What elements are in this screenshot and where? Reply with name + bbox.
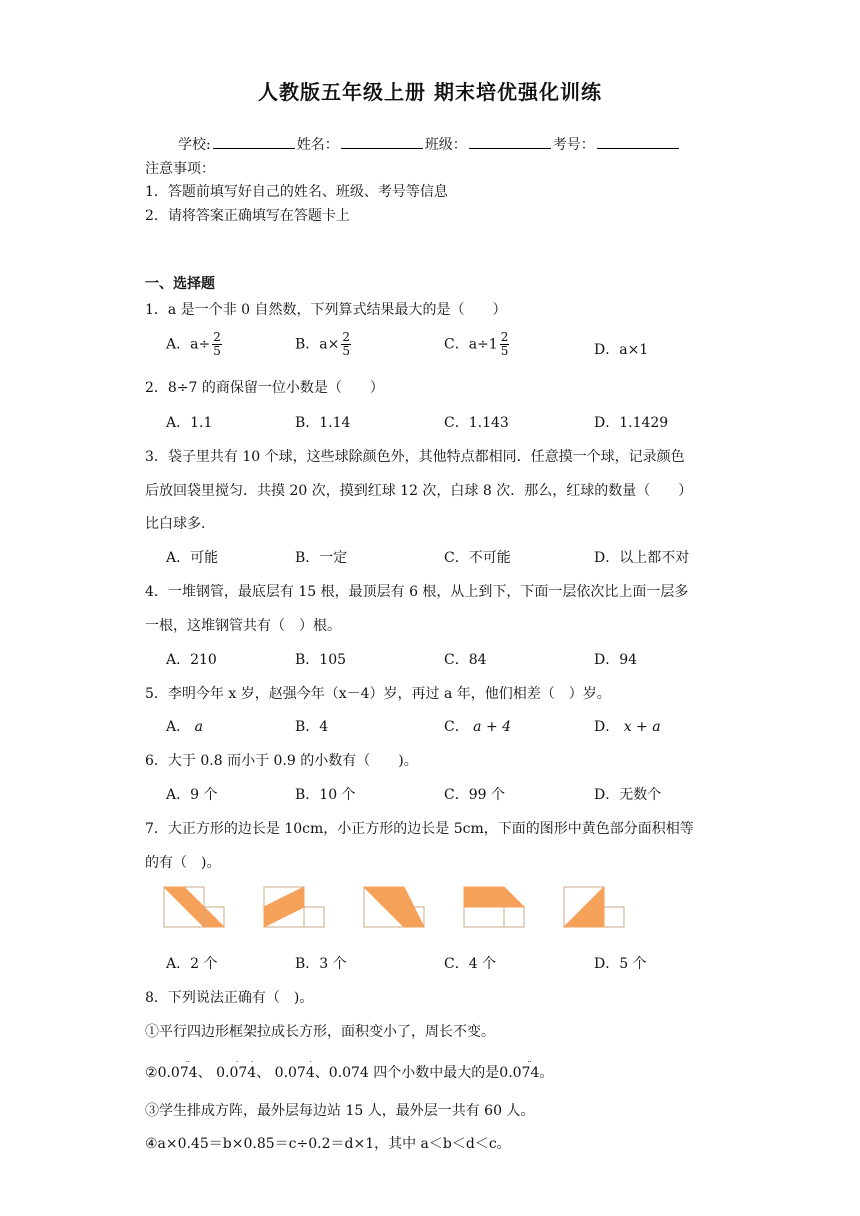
- q1-option-b[interactable]: [295, 331, 351, 358]
- page-title: 人教版五年级上册 期末培优强化训练: [258, 80, 602, 104]
- q3-option-b[interactable]: B．一定: [295, 550, 348, 566]
- q6-option-c[interactable]: C．99 个: [444, 787, 505, 803]
- name-blank[interactable]: [341, 134, 423, 149]
- q7-figures: [160, 884, 630, 934]
- q7-option-a[interactable]: A．2 个: [166, 956, 218, 972]
- q7-option-c[interactable]: C．4 个: [444, 956, 497, 972]
- q7-figure-2: [264, 887, 324, 927]
- class-label: 班级：: [424, 137, 467, 153]
- repeating-decimal: 0.074 ·: [274, 1058, 315, 1081]
- question-3-line-3: 比白球多．: [145, 516, 215, 532]
- q1-option-a-label: A．a÷: [166, 336, 211, 353]
- question-7-line-1: 7．大正方形的边长是 10cm，小正方形的边长是 5cm，下面的图形中黄色部分面积相等: [145, 821, 694, 837]
- note-item-1: 1．答题前填写好自己的姓名、班级、考号等信息: [145, 184, 448, 200]
- question-8-stem: 8．下列说法正确有（ )。: [145, 990, 314, 1006]
- q1-option-b-label: B．a×: [295, 336, 340, 353]
- repeating-decimal: 0.074 ··: [499, 1058, 540, 1081]
- q5-option-d[interactable]: D． x + a: [594, 719, 661, 735]
- q3-option-a[interactable]: A．可能: [166, 550, 219, 566]
- math-expression: a: [194, 719, 203, 735]
- q4-option-d[interactable]: D．94: [594, 652, 638, 668]
- q1-option-c[interactable]: [444, 331, 509, 358]
- question-4-line-2: 一根，这堆钢管共有（ ）根。: [145, 618, 341, 634]
- question-1-stem: 1．a 是一个非 0 自然数，下列算式结果最大的是（ ）: [145, 302, 507, 318]
- q4-option-a[interactable]: A．210: [166, 652, 217, 668]
- fraction: $\frac{2}{5}$: [213, 330, 221, 358]
- math-expression: x + a: [623, 719, 661, 735]
- statement-4: ④a×0.45＝b×0.85＝c÷0.2＝d×1，其中 a＜b＜d＜c。: [145, 1136, 511, 1152]
- question-3-line-2: 后放回袋里搅匀．共摸 20 次，摸到红球 12 次，白球 8 次．那么，红球的数量（ ）: [145, 483, 693, 499]
- q3-option-d[interactable]: D．以上都不对: [594, 550, 690, 566]
- q3-option-c[interactable]: C．不可能: [444, 550, 511, 566]
- q4-option-c[interactable]: C．84: [444, 652, 487, 668]
- q7-figure-1: [164, 887, 224, 927]
- q7-figure-3: [364, 887, 424, 927]
- student-info-line: [178, 134, 681, 154]
- q2-option-a[interactable]: A．1.1: [166, 415, 213, 431]
- question-6-stem: 6．大于 0.8 而小于 0.9 的小数有（ )。: [145, 753, 418, 769]
- q7-figure-5: [564, 887, 624, 927]
- statement-1: ①平行四边形框架拉成长方形，面积变小了，周长不变。: [145, 1024, 495, 1040]
- exam-no-label: 考号：: [552, 137, 595, 153]
- class-blank[interactable]: [469, 134, 551, 149]
- q6-option-d[interactable]: D．无数个: [594, 787, 662, 803]
- statement-3: ③学生排成方阵，最外层每边站 15 人，最外层一共有 60 人。: [145, 1103, 535, 1119]
- notes-heading: 注意事项：: [145, 161, 215, 177]
- q5-option-a[interactable]: A． a: [166, 719, 203, 735]
- question-4-line-1: 4．一堆钢管，最底层有 15 根，最顶层有 6 根，从上到下，下面一层依次比上面一层多: [145, 584, 689, 600]
- fraction: $\frac{2}{5}$: [342, 330, 351, 358]
- q1-option-d[interactable]: D．a×1: [594, 342, 649, 358]
- q2-option-b[interactable]: B．1.14: [295, 415, 351, 431]
- q7-option-d[interactable]: D．5 个: [594, 956, 647, 972]
- exam-no-blank[interactable]: [597, 134, 679, 149]
- q7-option-b[interactable]: B．3 个: [295, 956, 347, 972]
- question-2-stem: 2．8÷7 的商保留一位小数是（ ）: [145, 380, 384, 396]
- question-3-line-1: 3．袋子里共有 10 个球，这些球除颜色外，其他特点都相同．任意摸一个球，记录颜色: [145, 449, 685, 465]
- section-heading-choice: 一、选择题: [145, 276, 215, 292]
- question-5-stem: 5．李明今年 x 岁，赵强今年（x－4）岁，再过 a 年，他们相差（ ）岁。: [145, 686, 611, 702]
- fraction: $\frac{2}{5}$: [500, 330, 509, 358]
- note-item-2: 2．请将答案正确填写在答题卡上: [145, 208, 350, 224]
- q1-option-c-label: C．a÷1: [444, 336, 498, 353]
- q1-option-a[interactable]: [166, 331, 222, 358]
- name-label: 姓名：: [296, 137, 339, 153]
- q2-option-d[interactable]: D．1.1429: [594, 415, 669, 431]
- repeating-decimal: 0.074 ··: [157, 1058, 198, 1081]
- q2-option-c[interactable]: C．1.143: [444, 415, 509, 431]
- school-label: 学校:: [178, 137, 211, 153]
- statement-2: ②0.074 ·· 、 0.074 · · 、 0.074 · 、0.074 四个小数中最大的是0.074 ·· 。: [145, 1058, 554, 1081]
- q6-option-a[interactable]: A．9 个: [166, 787, 218, 803]
- repeating-decimal: 0.074 · ·: [216, 1058, 257, 1081]
- q5-option-c[interactable]: C． a + 4: [444, 719, 512, 735]
- question-7-line-2: 的有（ )。: [145, 855, 221, 871]
- math-expression: a + 4: [473, 719, 512, 735]
- q6-option-b[interactable]: B．10 个: [295, 787, 356, 803]
- q5-option-b[interactable]: B．4: [295, 719, 329, 735]
- q4-option-b[interactable]: B．105: [295, 652, 347, 668]
- school-blank[interactable]: [213, 134, 295, 149]
- q7-figure-4: [464, 887, 524, 927]
